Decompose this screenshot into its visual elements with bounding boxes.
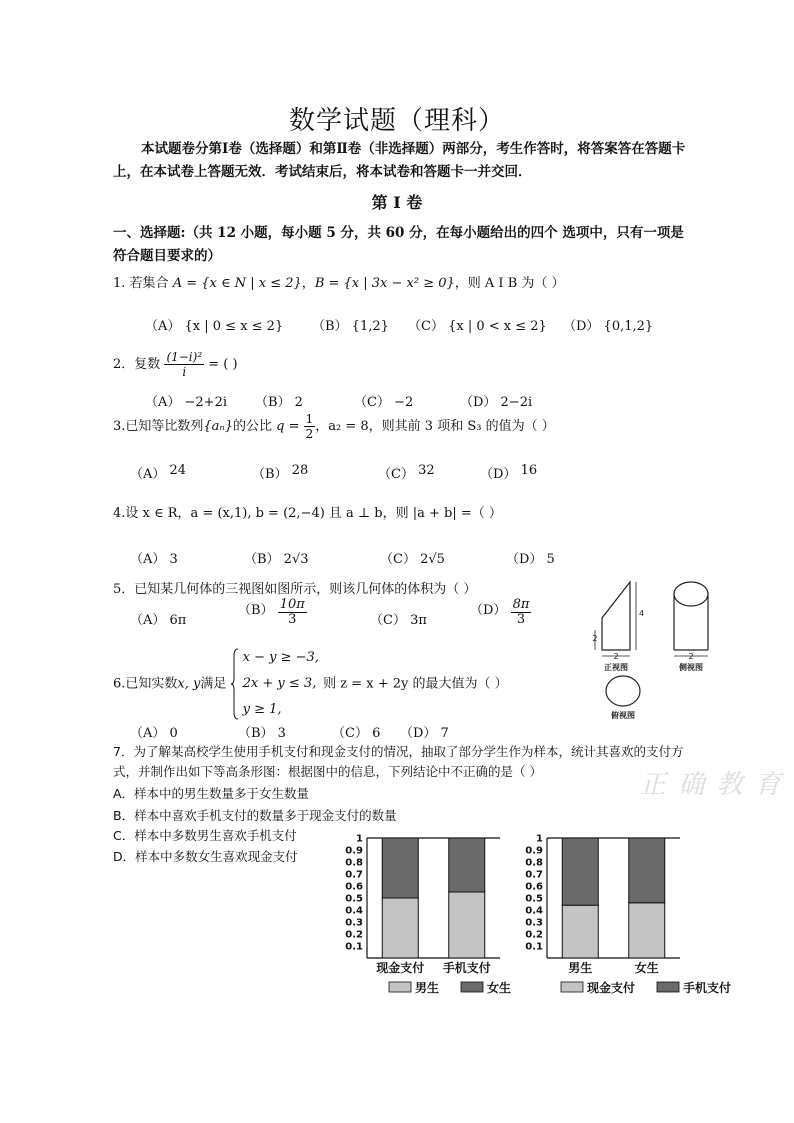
q3-option-c-label: （C） — [378, 467, 414, 482]
c1-ytick-label: 0.6 — [345, 881, 363, 893]
q2-text: 复数 — [134, 357, 161, 372]
c1-legend-swatch-0 — [389, 982, 411, 992]
q3-option-c-value: 32 — [418, 463, 435, 478]
question-3 — [113, 412, 555, 441]
q5-option-a[interactable]: （A） 6π — [130, 613, 187, 628]
q2-option-a[interactable]: （A） −2+2i — [145, 395, 228, 410]
q3-option-b-label: （B） — [252, 467, 288, 482]
three-view-figure — [590, 578, 720, 723]
q6-constraint-1: x − y ≥ −3, — [242, 650, 319, 665]
q3-text-c: ，a₂ = 8，则其前 3 项和 S₃ 的值为（ ） — [315, 419, 555, 434]
q6-option-b[interactable]: （B） 3 — [238, 726, 286, 741]
question-4: 4.设 x ∈ R，a = (x,1), b = (2,−4) 且 a ⊥ b，则 |a + b| =（ ） — [113, 506, 502, 521]
q1-separator: ， — [301, 276, 315, 291]
q3-option-d-value: 16 — [520, 463, 538, 478]
q6-constraint-3: y ≥ 1, — [242, 702, 282, 717]
c1-bar-0-series-1 — [382, 838, 418, 898]
c2-category-label: 男生 — [568, 961, 593, 975]
c2-ytick-label: 0.7 — [525, 869, 543, 881]
q5-option-b-fraction — [278, 598, 307, 627]
c2-bar-1-series-0 — [629, 903, 665, 958]
q1-option-b[interactable]: （B） {1,2} — [312, 319, 389, 334]
q3-ratio-denominator: 2 — [305, 427, 314, 441]
c1-ytick-label: 0.4 — [345, 905, 363, 917]
question-2 — [113, 350, 238, 379]
c1-ytick-label: 1 — [356, 833, 363, 845]
q5-b-numerator: 10π — [279, 597, 305, 612]
q6-text-b: 满足 — [200, 676, 227, 692]
q2-option-b[interactable]: （B） 2 — [255, 395, 303, 410]
c1-legend-label-0: 男生 — [415, 981, 440, 995]
q1-option-a[interactable]: （A） {x | 0 ≤ x ≤ 2} — [145, 319, 284, 334]
top-view-label: 俯视图 — [611, 711, 635, 720]
front-view-shape — [602, 582, 630, 650]
q1-set-b: B = {x | 3x − x² ≥ 0} — [314, 276, 455, 291]
q3-option-d-label: （D） — [480, 467, 517, 482]
q1-option-d[interactable]: （D） {0,1,2} — [563, 319, 654, 334]
q3-q-eq: q = — [276, 419, 300, 434]
q3-option-b-value: 28 — [291, 463, 309, 478]
q3-sequence: {aₙ} — [203, 419, 233, 434]
q5-b-denominator: 3 — [288, 612, 297, 627]
c2-ytick-label: 0.1 — [525, 941, 543, 953]
exam-instructions: 本试题卷分第Ⅰ卷（选择题）和第Ⅱ卷（非选择题）两部分，考生作答时，将答案答在答题卡上，在本试卷上答题无效．考试结束后，将本试卷和答题卡一并交回． — [113, 141, 686, 180]
top-view-circle — [606, 676, 640, 706]
c1-legend-swatch-1 — [461, 982, 483, 992]
q7-option-b[interactable]: B．样本中喜欢手机支付的数量多于现金支付的数量 — [113, 808, 397, 823]
q2-numerator: (1−i)² — [166, 350, 203, 364]
q6-vars: x, y — [177, 676, 201, 692]
q2-fraction — [164, 350, 204, 379]
c1-ytick-label: 0.9 — [345, 845, 363, 857]
c1-legend-label-1: 女生 — [487, 981, 512, 995]
c2-ytick-label: 0.5 — [525, 893, 543, 905]
q1-number: 1. — [113, 276, 126, 291]
c1-ytick-label: 0.8 — [345, 857, 363, 869]
page-title: 数学试题（理科） — [288, 106, 505, 136]
c2-legend-swatch-1 — [657, 982, 679, 992]
q6-constraints — [243, 645, 319, 723]
q3-option-c[interactable] — [378, 463, 435, 482]
q3-option-a[interactable] — [130, 463, 186, 482]
q7-option-c[interactable]: C．样本中多数男生喜欢手机支付 — [113, 828, 297, 843]
c1-ytick-label: 0.5 — [345, 893, 363, 905]
q6-option-d[interactable]: （D） 7 — [400, 726, 449, 741]
c1-ytick-label: 0.3 — [345, 917, 363, 929]
front-view-label: 正视图 — [604, 663, 628, 672]
q3-option-d[interactable] — [480, 463, 537, 482]
c1-ytick-label: 0.7 — [345, 869, 363, 881]
q3-option-a-value: 24 — [169, 463, 187, 478]
q3-option-b[interactable] — [252, 463, 308, 482]
c1-bar-0-series-0 — [382, 898, 418, 958]
dim-2-side: 2 — [688, 652, 694, 661]
c2-category-label: 女生 — [634, 961, 659, 975]
c2-ytick-label: 1 — [536, 833, 543, 845]
q2-option-d[interactable]: （D） 2−2i — [460, 395, 533, 410]
c2-ytick-label: 0.3 — [525, 917, 543, 929]
side-view-top — [674, 582, 708, 606]
c1-bar-1-series-1 — [449, 838, 485, 892]
question-6 — [113, 645, 508, 723]
q5-option-d[interactable] — [470, 598, 531, 627]
q6-option-c[interactable]: （C） 6 — [332, 726, 381, 741]
q5-option-d-fraction — [511, 598, 532, 627]
q2-tail: = ( ) — [208, 357, 238, 372]
side-view-label: 侧视图 — [679, 663, 703, 672]
q5-d-numerator: 8π — [512, 597, 530, 612]
c1-bar-1-series-0 — [449, 892, 485, 958]
c1-ytick-label: 0.2 — [345, 929, 363, 941]
q5-option-d-label: （D） — [470, 603, 507, 618]
q1-set-a: A = {x ∈ N | x ≤ 2} — [172, 276, 302, 291]
q3-text-a: 3.已知等比数列 — [113, 419, 204, 434]
q2-option-c[interactable]: （C） −2 — [354, 395, 414, 410]
q4-option-a[interactable]: （A） 3 — [130, 552, 178, 567]
q1-option-c[interactable]: （C） {x | 0 < x ≤ 2} — [408, 319, 547, 334]
question-1 — [113, 272, 565, 291]
c2-legend-swatch-0 — [561, 982, 583, 992]
c2-bar-0-series-0 — [562, 905, 598, 958]
q6-text-a: 6.已知实数 — [113, 676, 178, 692]
q4-option-b[interactable]: （B） 2√3 — [244, 552, 309, 567]
c2-legend-label-0: 现金支付 — [587, 981, 636, 995]
bar-chart-payment-by-method — [345, 826, 520, 1011]
c2-ytick-label: 0.4 — [525, 905, 543, 917]
q5-option-c[interactable]: （C） 3π — [370, 613, 427, 628]
q1-text: 若集合 — [129, 276, 169, 291]
q2-denominator: i — [182, 365, 187, 379]
c2-ytick-label: 0.9 — [525, 845, 543, 857]
bar-chart-payment-by-gender — [525, 826, 755, 1011]
question-7: 7．为了解某高校学生使用手机支付和现金支付的情况，抽取了部分学生作为样本，统计其喜欢的支付方式，并制作出如下等高条形图：根据图中的信息，下列结论中不正确的是（ ） — [113, 744, 684, 779]
q5-option-b-label: （B） — [238, 603, 274, 618]
q4-option-d[interactable]: （D） 5 — [506, 552, 555, 567]
c1-category-label: 手机支付 — [442, 961, 491, 975]
c1-ytick-label: 0.1 — [345, 941, 363, 953]
c2-ytick-label: 0.2 — [525, 929, 543, 941]
q1-tail: ，则 A I B 为（ ） — [454, 276, 565, 291]
q5-d-denominator: 3 — [516, 612, 526, 627]
c2-ytick-label: 0.8 — [525, 857, 543, 869]
q6-text-c: 则 z = x + 2y 的最大值为（ ） — [323, 676, 508, 692]
c1-category-label: 现金支付 — [376, 961, 425, 975]
q7-option-d[interactable]: D．样本中多数女生喜欢现金支付 — [113, 849, 298, 864]
c2-bar-1-series-1 — [629, 838, 665, 903]
c2-ytick-label: 0.6 — [525, 881, 543, 893]
c2-legend-label-1: 手机支付 — [683, 981, 732, 995]
dim-2-left: 2 — [592, 634, 598, 643]
q3-ratio-numerator: 1 — [305, 412, 314, 426]
section-heading: 一、选择题:（共 12 小题，每小题 5 分，共 60 分，在每小题给出的四个 选项中，只有一项是符合题目要求的） — [113, 225, 684, 264]
q5-option-b[interactable] — [238, 598, 307, 627]
q3-text-b: 的公比 — [232, 419, 272, 434]
watermark: 正 确 教 育 — [640, 770, 783, 800]
q3-ratio-fraction — [304, 412, 316, 441]
q6-option-a[interactable]: （A） 0 — [130, 726, 178, 741]
volume-heading: 第 Ⅰ 卷 — [371, 193, 423, 212]
q6-constraint-2: 2x + y ≤ 3, — [242, 676, 317, 691]
q3-option-a-label: （A） — [130, 467, 166, 482]
dim-4: 4 — [639, 609, 645, 618]
q2-number: 2． — [113, 357, 135, 372]
q7-option-a[interactable]: A．样本中的男生数量多于女生数量 — [113, 786, 310, 801]
q4-option-c[interactable]: （C） 2√5 — [380, 552, 445, 567]
c2-bar-0-series-1 — [562, 838, 598, 905]
dim-2-front: 2 — [613, 652, 619, 661]
q6-left-brace — [231, 648, 239, 720]
question-5: 5．已知某几何体的三视图如图所示，则该几何体的体积为（ ） — [113, 582, 477, 597]
